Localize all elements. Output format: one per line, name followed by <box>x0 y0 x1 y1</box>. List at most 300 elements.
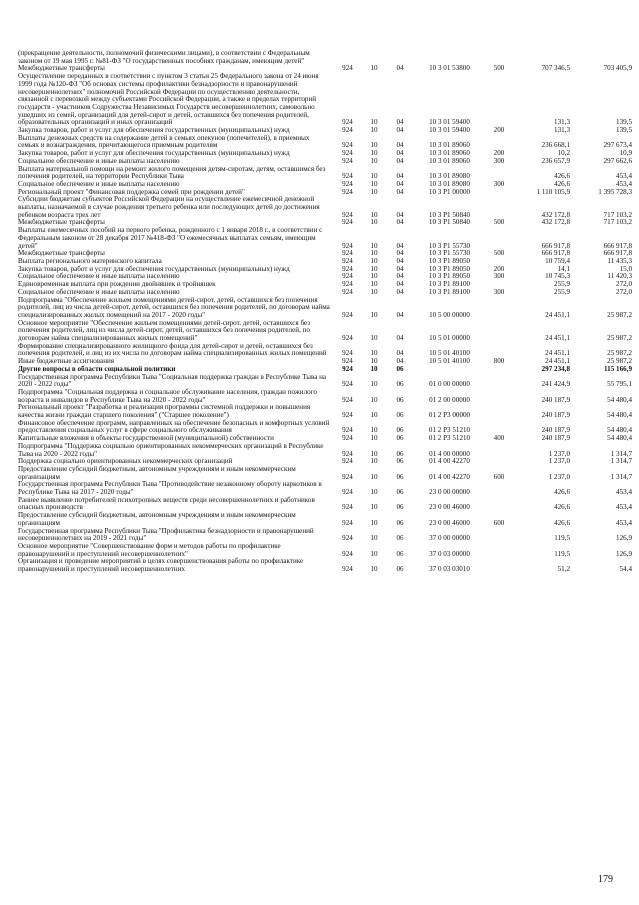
row-csr: 10 3 P1 00000 <box>428 187 471 196</box>
row-ved: 924 <box>342 126 353 135</box>
row-vr <box>486 374 512 389</box>
table-row <box>18 297 632 320</box>
row-ved: 924 <box>342 434 353 443</box>
row-csr: 10 3 01 59400 <box>429 126 470 135</box>
budget-table <box>18 50 632 574</box>
row-pr: 06 <box>396 565 404 574</box>
row-name: Основное мероприятие "Совершенствование форм и методов работы по профилактике правонарушений и преступлений несовершеннолетних" <box>18 542 281 558</box>
row-pr: 06 <box>396 488 404 497</box>
row-ved: 924 <box>342 249 353 258</box>
row-pr: 04 <box>396 141 404 150</box>
row-rz: 10 <box>370 264 378 273</box>
row-value-2022: 297 673,4 <box>603 141 632 150</box>
table-row <box>18 374 632 389</box>
row-rz: 10 <box>370 272 378 281</box>
row-name: Межбюджетные трансферты <box>18 64 105 73</box>
row-ved: 924 <box>342 380 353 389</box>
row-value-2022: 453,4 <box>616 179 632 188</box>
row-rz: 10 <box>370 426 378 435</box>
row-value-2022: 703 405,9 <box>603 64 632 73</box>
row-ved <box>334 50 361 65</box>
row-name: Выплата регионального материнского капитала <box>18 256 162 265</box>
row-value-2021: 131,3 <box>554 118 570 127</box>
row-vr <box>486 497 512 512</box>
row-vr: 300 <box>493 179 505 188</box>
row-rz: 10 <box>370 364 378 373</box>
row-value-2022: 54 480,4 <box>607 395 632 404</box>
row-value-2021: 426,6 <box>554 518 570 527</box>
row-name: Региональный проект "Финансовая поддержка семей при рождении детей" <box>18 187 245 196</box>
row-name: Государственная программа Республики Тыва "Профилактика безнадзорности и правонарушений несовершеннолетних на 2019 - 2021 годы" <box>18 526 314 543</box>
row-csr: 10 3 01 89080 <box>429 172 470 181</box>
row-value-2021: 241 424,9 <box>541 380 570 389</box>
row-csr: 10 3 P1 55730 <box>428 241 471 250</box>
row-name: Субсидии бюджетам субъектов Российской Федерации на осуществление ежемесячной денежной выплаты, назначаемой в случае рождения третьего ребенка или последующих детей до достижения ребенком возраста трех лет <box>18 195 320 219</box>
row-pr: 04 <box>396 187 404 196</box>
row-value-2022: 25 987,2 <box>607 334 632 343</box>
row-pr: 06 <box>396 380 404 389</box>
row-name: Финансовое обеспечение программ, направленных на обеспечение безопасных и комфортных условий предоставления социальных услуг в сфере социального обслуживания <box>18 418 330 435</box>
row-value-2022: 453,4 <box>616 503 632 512</box>
row-ved: 924 <box>342 64 353 73</box>
row-pr: 04 <box>396 264 404 273</box>
row-vr: 400 <box>493 434 505 443</box>
row-value-2022: 54,4 <box>619 565 632 574</box>
row-ved: 924 <box>342 334 353 343</box>
row-name: Закупка товаров, работ и услуг для обеспечения государственных (муниципальных) нужд <box>18 126 290 135</box>
row-ved: 924 <box>342 357 353 366</box>
row-pr: 06 <box>396 472 404 481</box>
row-value-2022: 453,4 <box>616 488 632 497</box>
row-ved: 924 <box>342 264 353 273</box>
row-ved: 924 <box>342 156 353 165</box>
row-rz: 10 <box>370 503 378 512</box>
row-value-2022: 717 103,2 <box>603 218 632 227</box>
row-pr: 06 <box>396 426 404 435</box>
row-csr: 10 5 00 00000 <box>429 310 470 319</box>
row-rz: 10 <box>370 449 378 458</box>
row-name: Социальное обеспечение и иные выплаты населению <box>18 272 180 281</box>
row-vr: 800 <box>493 357 505 366</box>
row-csr: 23 0 00 46000 <box>429 503 470 512</box>
row-rz: 10 <box>370 395 378 404</box>
row-vr <box>486 443 512 458</box>
row-pr: 04 <box>396 287 404 296</box>
row-rz: 10 <box>370 411 378 420</box>
row-vr <box>486 366 512 374</box>
row-name: Социальное обеспечение и иные выплаты населению <box>18 156 180 165</box>
row-value-2022: 115 166,9 <box>604 364 632 373</box>
row-rz: 10 <box>370 380 378 389</box>
row-rz: 10 <box>370 126 378 135</box>
row-pr: 06 <box>396 449 404 458</box>
row-csr: 10 3 01 59400 <box>429 118 470 127</box>
row-vr: 300 <box>493 156 505 165</box>
row-rz: 10 <box>370 434 378 443</box>
row-csr: 10 3 P1 89100 <box>428 287 471 296</box>
row-value-2021: 119,5 <box>554 549 570 558</box>
row-csr: 10 3 01 53800 <box>429 64 470 73</box>
row-csr: 10 5 01 00000 <box>429 334 470 343</box>
row-pr: 04 <box>396 357 404 366</box>
row-vr <box>486 73 512 127</box>
row-value-2021: 1 237,0 <box>548 457 570 466</box>
row-name: Межбюджетные трансферты <box>18 218 105 227</box>
row-ved: 924 <box>342 364 353 373</box>
row-vr: 600 <box>493 518 505 527</box>
row-name: Государственная программа Республики Тыва "Социальная поддержка граждан в Республике Тыва на 2020 - 2022 годы" <box>18 372 327 389</box>
row-rz: 10 <box>370 64 378 73</box>
row-csr: 37 0 00 00000 <box>429 534 470 543</box>
row-value-2022 <box>570 50 632 65</box>
row-vr <box>486 196 512 219</box>
row-value-2021: 10 745,3 <box>545 272 570 281</box>
row-vr <box>486 297 512 320</box>
row-csr: 10 3 P1 55730 <box>428 249 471 258</box>
row-rz: 10 <box>370 357 378 366</box>
row-rz: 10 <box>370 334 378 343</box>
row-rz: 10 <box>370 210 378 219</box>
row-name: Подпрограмма "Поддержка социально ориентированных некоммерческих организаций в Республике Тыва на 2020 - 2022 годы" <box>18 441 324 458</box>
row-rz <box>361 50 387 65</box>
table-row <box>18 512 632 527</box>
row-pr: 04 <box>396 156 404 165</box>
row-pr: 04 <box>396 210 404 219</box>
row-value-2021: 426,6 <box>554 488 570 497</box>
row-value-2022: 126,9 <box>616 534 632 543</box>
row-rz: 10 <box>370 565 378 574</box>
row-pr: 04 <box>396 179 404 188</box>
row-rz: 10 <box>370 256 378 265</box>
row-rz: 10 <box>370 549 378 558</box>
row-name: Организация и проведение мероприятий в целях совершенствования работы по профилактике правонарушений и преступлений несовершеннолетних <box>18 557 304 574</box>
row-vr <box>486 558 512 573</box>
row-csr: 23 0 00 00000 <box>429 488 470 497</box>
row-value-2021: 1 110 105,9 <box>536 187 570 196</box>
row-rz: 10 <box>370 534 378 543</box>
row-value-2021: 24 451,1 <box>545 357 570 366</box>
row-csr: 01 2 P3 51210 <box>428 434 471 443</box>
row-vr: 500 <box>493 218 505 227</box>
table-row <box>18 420 632 435</box>
row-ved: 924 <box>342 503 353 512</box>
row-ved: 924 <box>342 472 353 481</box>
table-row <box>18 166 632 181</box>
row-name: Предоставление субсидий бюджетным, автономным учреждениям и иным некоммерческим организациям <box>18 511 296 527</box>
row-csr: 10 3 01 89060 <box>429 156 470 165</box>
table-row <box>18 497 632 512</box>
row-vr: 300 <box>493 272 505 281</box>
row-value-2021: 51,2 <box>557 565 570 574</box>
row-ved: 924 <box>342 411 353 420</box>
table-row <box>18 389 632 404</box>
row-rz: 10 <box>370 179 378 188</box>
row-value-2022: 11 435,3 <box>607 256 632 265</box>
row-ved: 924 <box>342 187 353 196</box>
table-row <box>18 466 632 481</box>
row-rz: 10 <box>370 241 378 250</box>
row-value-2022: 1 314,7 <box>610 472 632 481</box>
row-csr: 10 3 P1 89050 <box>428 256 471 265</box>
row-value-2021: 255,9 <box>554 280 570 289</box>
row-ved: 924 <box>342 179 353 188</box>
row-vr <box>486 458 512 466</box>
row-csr: 01 4 00 42270 <box>429 457 470 466</box>
row-ved: 924 <box>342 549 353 558</box>
row-value-2022: 139,5 <box>616 126 632 135</box>
row-rz: 10 <box>370 280 378 289</box>
row-value-2022: 1 395 728,3 <box>598 187 632 196</box>
row-csr: 10 3 P1 50840 <box>428 210 471 219</box>
row-value-2022: 10,9 <box>619 149 632 158</box>
row-pr: 04 <box>396 349 404 358</box>
table-row <box>18 528 632 543</box>
row-value-2021: 666 917,8 <box>541 249 570 258</box>
row-vr: 200 <box>493 264 505 273</box>
row-rz: 10 <box>370 218 378 227</box>
row-rz: 10 <box>370 141 378 150</box>
row-value-2022: 453,4 <box>616 518 632 527</box>
table-row <box>18 135 632 150</box>
row-vr <box>486 404 512 419</box>
row-name: Межбюджетные трансферты <box>18 249 105 258</box>
row-value-2022: 25 987,2 <box>607 357 632 366</box>
row-ved: 924 <box>342 457 353 466</box>
row-rz: 10 <box>370 249 378 258</box>
row-ved: 924 <box>342 241 353 250</box>
row-value-2021: 426,6 <box>554 179 570 188</box>
row-value-2021: 297 234,8 <box>541 364 570 373</box>
row-name: Капитальные вложения в объекты государственной (муниципальной) собственности <box>18 434 274 443</box>
row-ved: 924 <box>342 280 353 289</box>
row-pr: 04 <box>396 218 404 227</box>
row-csr: 01 2 P3 00000 <box>428 411 471 420</box>
row-vr: 300 <box>493 287 505 296</box>
row-value-2021: 666 917,8 <box>541 241 570 250</box>
row-csr: 01 2 P3 51210 <box>428 426 471 435</box>
row-value-2021: 24 451,1 <box>545 334 570 343</box>
row-vr: 500 <box>493 249 505 258</box>
row-value-2021: 255,9 <box>554 287 570 296</box>
row-pr: 04 <box>396 256 404 265</box>
row-value-2022: 25 987,2 <box>607 349 632 358</box>
row-value-2022: 666 917,8 <box>603 241 632 250</box>
row-name: Выплаты ежемесячных пособий на первого ребенка, рожденного с 1 января 2018 г., в соответствии с Федеральным законом от 28 декабря 2017 №418-ФЗ "О ежемесячных выплатах семьям, имеющим детей" <box>18 226 323 250</box>
row-csr: 37 0 03 03010 <box>429 565 470 574</box>
row-value-2022: 25 987,2 <box>607 310 632 319</box>
row-ved: 924 <box>342 534 353 543</box>
row-value-2021: 10 759,4 <box>545 256 570 265</box>
row-name: Подпрограмма "Обеспечение жильем помещениями детей-сирот, детей, оставшихся без попечения родителей, лиц из числа детей-сирот, детей, оставшихся без попечения родителей, по договорам найма специализированных жилых помещений на 2017 - 2020 годы" <box>18 295 330 319</box>
row-rz: 10 <box>370 488 378 497</box>
row-vr <box>486 189 512 197</box>
row-csr: 10 5 01 40100 <box>429 357 470 366</box>
row-name: Закупка товаров, работ и услуг для обеспечения государственных (муниципальных) нужд <box>18 149 290 158</box>
row-ved: 924 <box>342 210 353 219</box>
row-ved: 924 <box>342 565 353 574</box>
row-csr <box>413 50 486 65</box>
row-csr: 10 3 P1 89050 <box>428 272 471 281</box>
row-pr: 04 <box>396 334 404 343</box>
row-value-2022: 139,5 <box>616 118 632 127</box>
row-vr <box>486 389 512 404</box>
table-row <box>18 343 632 358</box>
row-vr <box>486 166 512 181</box>
row-name: Государственная программа Республики Тыва "Противодействие незаконному обороту наркотиков в Республике Тыва на 2017 - 2020 годы" <box>18 480 322 497</box>
row-rz: 10 <box>370 172 378 181</box>
row-rz: 10 <box>370 457 378 466</box>
row-pr: 06 <box>396 395 404 404</box>
row-value-2022: 54 480,4 <box>607 426 632 435</box>
row-ved: 924 <box>342 118 353 127</box>
row-value-2021: 24 451,1 <box>545 310 570 319</box>
row-vr <box>486 320 512 343</box>
row-value-2022: 1 314,7 <box>610 449 632 458</box>
row-value-2021: 14,1 <box>557 264 570 273</box>
row-name: Основное мероприятие "Обеспечение жильем помещениями детей-сирот, детей, оставшихся без попечения родителей, лиц из числа детей-сирот, детей, оставшихся без попечения родителей, по договорам найма специализированных жилых помещений" <box>18 318 310 343</box>
row-rz: 10 <box>370 349 378 358</box>
row-pr <box>387 50 413 65</box>
page-number: 179 <box>598 874 613 885</box>
row-name: Выплаты денежных средств на содержание детей в семьях опекунов (попечителей), в приемных семьях и вознаграждения, причитающегося приемным родителям <box>18 133 310 150</box>
row-name: Раннее выявление потребителей психотропных веществ среди несовершеннолетних и работников опасных производств <box>18 495 315 512</box>
row-rz: 10 <box>370 187 378 196</box>
row-csr: 10 3 01 89060 <box>429 141 470 150</box>
row-csr: 10 5 01 40100 <box>429 349 470 358</box>
row-value-2021: 432 172,8 <box>541 218 570 227</box>
row-ved: 924 <box>342 149 353 158</box>
row-name: (прекращение деятельности, полномочий физическими лицами), в соответствии с Федеральным законом от 19 мая 1995 г. №81-ФЗ "О государственных пособиях гражданам, имеющим детей" <box>18 49 310 65</box>
row-value-2021: 236 657,9 <box>541 156 570 165</box>
row-name: Предоставление субсидий бюджетным, автономным учреждениям и иным некоммерческим организациям <box>18 464 296 481</box>
row-pr: 04 <box>396 280 404 289</box>
row-value-2021: 1 237,0 <box>548 472 570 481</box>
row-pr: 06 <box>396 534 404 543</box>
row-value-2021: 1 237,0 <box>548 449 570 458</box>
row-csr: 10 3 P1 89100 <box>428 280 471 289</box>
row-vr <box>486 528 512 543</box>
row-csr: 10 3 01 89080 <box>429 179 470 188</box>
row-pr: 04 <box>396 249 404 258</box>
row-name: Региональный проект "Разработка и реализация программы системной поддержки и повышения качества жизни граждан старшего поколения" ("Старшее поколение") <box>18 403 311 420</box>
row-pr: 06 <box>396 457 404 466</box>
row-value-2021: 119,5 <box>554 534 570 543</box>
row-vr: 500 <box>493 64 505 73</box>
row-pr: 04 <box>396 272 404 281</box>
row-ved: 924 <box>342 141 353 150</box>
row-value-2021: 707 346,5 <box>541 64 570 73</box>
row-vr <box>486 135 512 150</box>
row-csr: 10 3 P1 89050 <box>428 264 471 273</box>
row-value-2022: 15,0 <box>619 264 632 273</box>
row-vr <box>486 543 512 558</box>
row-rz: 10 <box>370 156 378 165</box>
row-value-2022: 126,9 <box>616 549 632 558</box>
table-row <box>18 443 632 458</box>
row-name: Социальное обеспечение и иные выплаты населению <box>18 287 180 296</box>
row-value-2022: 1 314,7 <box>610 457 632 466</box>
row-value-2022: 272,0 <box>616 280 632 289</box>
table-row <box>18 227 632 250</box>
row-vr: 200 <box>493 126 505 135</box>
row-vr: 200 <box>493 149 505 158</box>
row-pr: 06 <box>396 434 404 443</box>
row-csr: 23 0 00 46000 <box>429 518 470 527</box>
row-rz: 10 <box>370 149 378 158</box>
row-pr: 06 <box>396 364 404 373</box>
row-csr: 10 3 01 89060 <box>429 149 470 158</box>
row-ved: 924 <box>342 287 353 296</box>
row-csr: 37 0 03 00000 <box>429 549 470 558</box>
row-value-2021: 131,3 <box>554 126 570 135</box>
row-pr: 04 <box>396 241 404 250</box>
row-pr: 04 <box>396 126 404 135</box>
row-value-2021: 240 187,9 <box>541 395 570 404</box>
row-vr <box>486 420 512 435</box>
row-vr <box>486 481 512 496</box>
table-row <box>18 481 632 496</box>
row-value-2022: 666 917,8 <box>603 249 632 258</box>
row-rz: 10 <box>370 472 378 481</box>
row-ved: 924 <box>342 172 353 181</box>
row-ved: 924 <box>342 256 353 265</box>
row-name: Формирование специализированного жилищного фонда для детей-сирот и детей, оставшихся без попечения родителей, и лиц из их числа по договорам найма специализированных жилых помещений <box>18 341 327 358</box>
row-csr: 01 0 00 00000 <box>429 380 470 389</box>
row-pr: 06 <box>396 503 404 512</box>
table-row <box>18 404 632 419</box>
row-ved: 924 <box>342 518 353 527</box>
row-csr <box>413 366 486 374</box>
table-row <box>18 543 632 558</box>
table-row <box>18 196 632 219</box>
row-pr: 04 <box>396 172 404 181</box>
row-name: Единовременная выплата при рождении двойняшек и тройняшек <box>18 280 216 289</box>
row-value-2021 <box>512 50 570 65</box>
row-pr: 06 <box>396 549 404 558</box>
row-value-2021: 240 187,9 <box>541 426 570 435</box>
table-row <box>18 558 632 573</box>
row-name: Осуществление переданных в соответствии с пунктом 3 статьи 25 Федерального закона от 24 июня 1999 года №120-ФЗ "Об основах системы профилактики безнадзорности и правонарушений несовершеннолетних" полномочий Российской Федерации по осуществлению деятельности, связанной с перевозкой между субъектами Российской Федерации, а также в пределах территорий государств - участников Содружества Независимых Государств несовершеннолетних, самовольно ушедших из семей, организаций для детей-сирот и детей, оставшихся без попечения родителей, образовательных организаций и иных организаций <box>18 72 319 127</box>
row-value-2022: 717 103,2 <box>603 210 632 219</box>
row-value-2022: 11 420,3 <box>607 272 632 281</box>
row-csr: 10 3 P1 50840 <box>428 218 471 227</box>
row-value-2021: 426,6 <box>554 172 570 181</box>
row-value-2022: 272,0 <box>616 287 632 296</box>
row-pr: 06 <box>396 518 404 527</box>
row-rz: 10 <box>370 287 378 296</box>
row-value-2021: 10,2 <box>557 149 570 158</box>
row-csr: 01 4 00 00000 <box>429 449 470 458</box>
row-value-2021: 240 187,9 <box>541 434 570 443</box>
row-value-2022: 453,4 <box>616 172 632 181</box>
row-value-2022: 55 795,1 <box>607 380 632 389</box>
row-pr: 04 <box>396 64 404 73</box>
row-name: Закупка товаров, работ и услуг для обеспечения государственных (муниципальных) нужд <box>18 264 290 273</box>
row-pr: 04 <box>396 118 404 127</box>
row-value-2022: 54 480,4 <box>607 434 632 443</box>
row-ved: 924 <box>342 426 353 435</box>
table-row <box>18 320 632 343</box>
row-name: Подпрограмма "Социальная поддержка и социальное обслуживание населения, граждан пожилого возраста и инвалидов в Республике Тыва на 2020 - 2022 годы" <box>18 387 317 404</box>
row-rz: 10 <box>370 518 378 527</box>
row-vr <box>486 227 512 250</box>
row-csr: 01 2 00 00000 <box>429 395 470 404</box>
row-ved: 924 <box>342 272 353 281</box>
row-name: Социальное обеспечение и иные выплаты населению <box>18 179 180 188</box>
row-ved: 924 <box>342 218 353 227</box>
row-ved: 924 <box>342 395 353 404</box>
table-row <box>18 50 632 65</box>
